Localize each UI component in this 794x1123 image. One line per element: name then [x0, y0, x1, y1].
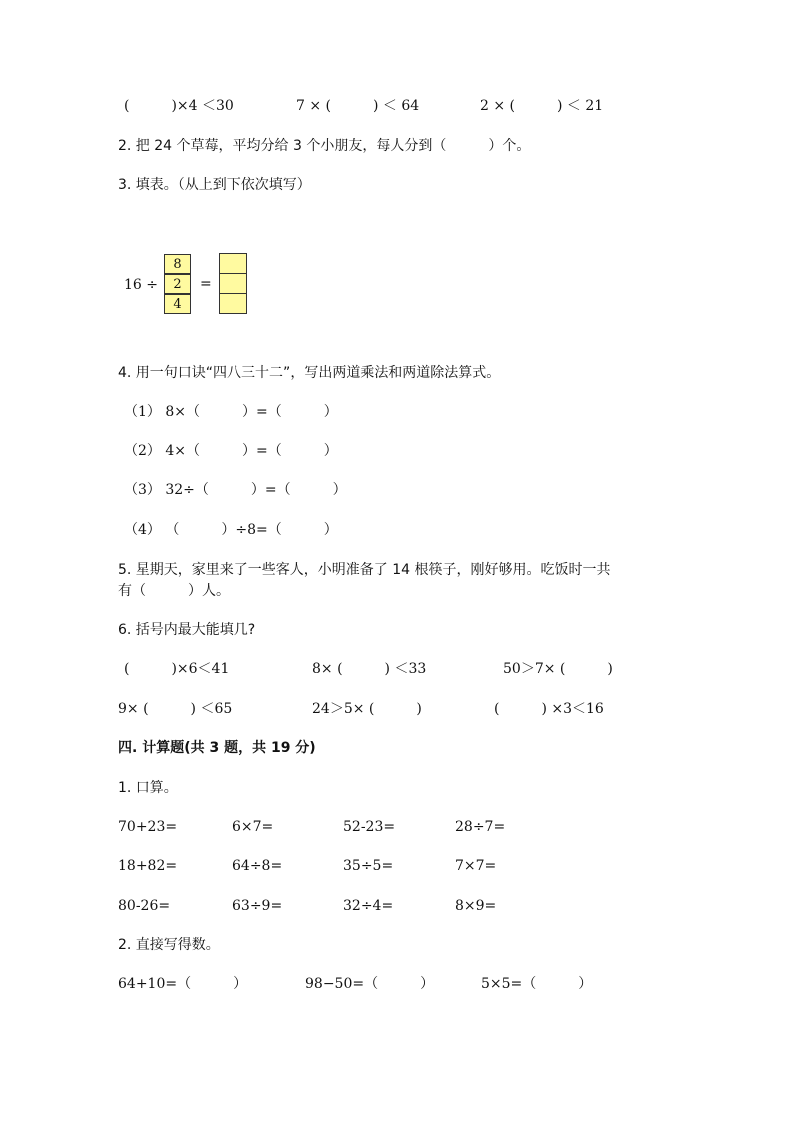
answer-cell-3[interactable]	[219, 293, 247, 314]
calc-2-item-1: 64+10=（ ）	[118, 976, 248, 992]
q4-item-1: （1） 8×（ ）=（ ）	[124, 404, 338, 420]
q4-item-3: （3） 32÷（ ）=（ ）	[124, 482, 347, 498]
answer-cell-1[interactable]	[219, 253, 247, 274]
calc-2-item-3: 5×5=（ ）	[481, 976, 593, 992]
calc-1-title: 1. 口算。	[118, 780, 178, 796]
question-4: 4. 用一句口诀“四八三十二”，写出两道乘法和两道除法算式。	[118, 365, 501, 381]
inequality-2: 7 × ( ) ＜ 64	[296, 98, 420, 114]
divisor-cell-3: 4	[164, 294, 191, 314]
calc-2-item-2: 98−50=（ ）	[305, 976, 435, 992]
calc-item: 28÷7=	[455, 819, 506, 835]
calc-item: 7×7=	[455, 858, 497, 874]
calc-item: 64÷8=	[232, 858, 283, 874]
calc-item: 6×7=	[232, 819, 274, 835]
question-5-line-1: 5. 星期天，家里来了一些客人，小明准备了 14 根筷子，刚好够用。吃饭时一共	[118, 562, 611, 578]
question-5-line-2: 有（ ）人。	[118, 583, 230, 599]
q6-r2-c1: 9× ( ) ＜65	[118, 701, 233, 717]
calc-item: 70+23=	[118, 819, 178, 835]
q4-item-4: （4） （ ）÷8=（ ）	[124, 522, 338, 538]
question-6: 6. 括号内最大能填几?	[118, 622, 256, 638]
calc-item: 18+82=	[118, 858, 178, 874]
calc-item: 63÷9=	[232, 898, 283, 914]
q6-r1-c2: 8× ( ) ＜33	[312, 661, 427, 677]
q6-r1-c3: 50＞7× ( )	[503, 661, 613, 677]
calc-item: 80-26=	[118, 898, 171, 914]
q4-item-2: （2） 4×（ ）=（ ）	[124, 443, 338, 459]
q6-r2-c2: 24＞5× ( )	[312, 701, 422, 717]
question-2: 2. 把 24 个草莓，平均分给 3 个小朋友，每人分到（ ）个。	[118, 138, 531, 154]
question-3: 3. 填表。（从上到下依次填写）	[118, 177, 311, 193]
calc-item: 35÷5=	[343, 858, 394, 874]
inequality-1: ( )×4 ＜30	[124, 98, 234, 114]
inequality-3: 2 × ( ) ＜ 21	[480, 98, 604, 114]
q6-r1-c1: ( )×6＜41	[124, 661, 230, 677]
divisor-cell-1: 8	[164, 254, 191, 274]
answer-cell-2[interactable]	[219, 273, 247, 294]
q6-r2-c3: ( ) ×3＜16	[494, 701, 604, 717]
section-4-heading: 四. 计算题(共 3 题，共 19 分)	[118, 740, 316, 756]
calc-item: 32÷4=	[343, 898, 394, 914]
calc-2-title: 2. 直接写得数。	[118, 937, 220, 953]
table-equals: =	[200, 276, 212, 292]
calc-item: 52-23=	[343, 819, 396, 835]
divisor-cell-2: 2	[164, 274, 191, 294]
calc-item: 8×9=	[455, 898, 497, 914]
table-dividend: 16 ÷	[124, 277, 158, 293]
